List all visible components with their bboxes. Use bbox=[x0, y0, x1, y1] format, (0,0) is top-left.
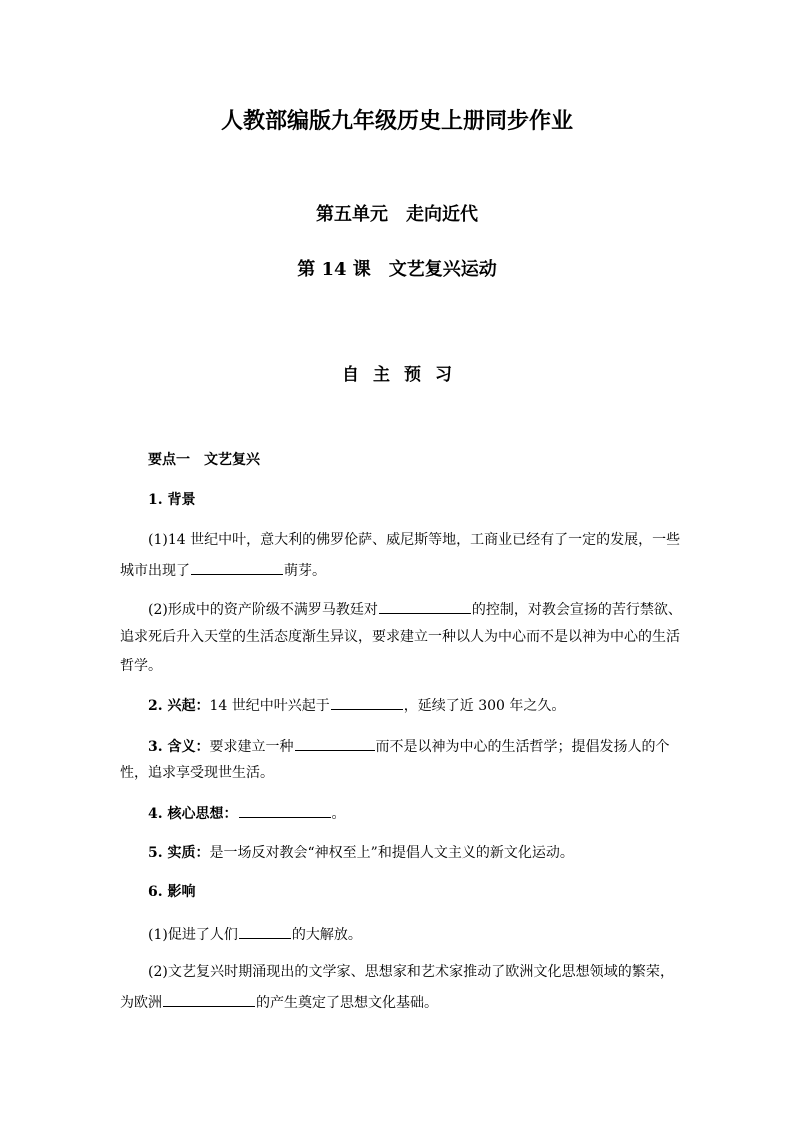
item-2 bbox=[148, 694, 565, 716]
answer-blank[interactable] bbox=[295, 735, 375, 751]
item-4 bbox=[148, 802, 346, 824]
paragraph-text: (2)形成中的资产阶级不满罗马教廷对 bbox=[148, 602, 378, 618]
item-6-label: 6. 影响 bbox=[148, 884, 196, 900]
paragraph-text: 而不是以神为中心的生活哲学；提倡发扬人的个 bbox=[375, 739, 670, 755]
item-3-label: 3. 含义： bbox=[148, 739, 210, 755]
paragraph-text: 的控制，对教会宣扬的苦行禁欲、 bbox=[471, 602, 682, 618]
unit-title: 第五单元 走向近代 bbox=[316, 204, 478, 225]
item-3-line-2: 性，追求享受现世生活。 bbox=[120, 765, 274, 781]
item-5 bbox=[148, 843, 574, 863]
item-1-paragraph-2-line-1 bbox=[148, 598, 682, 620]
answer-blank[interactable] bbox=[163, 991, 255, 1007]
answer-blank[interactable] bbox=[191, 559, 283, 575]
answer-blank[interactable] bbox=[239, 923, 291, 939]
item-1-paragraph-1-line-2 bbox=[120, 559, 326, 581]
item-1-paragraph-2-line-3: 哲学。 bbox=[120, 658, 162, 674]
item-1-paragraph-1-line-1: (1)14 世纪中叶，意大利的佛罗伦萨、威尼斯等地，工商业已经有了一定的发展，一些 bbox=[148, 532, 681, 548]
item-4-label: 4. 核心思想： bbox=[148, 806, 238, 822]
paragraph-text: 。 bbox=[331, 806, 346, 822]
paragraph-text: 要求建立一种 bbox=[209, 739, 294, 755]
answer-blank[interactable] bbox=[331, 694, 403, 710]
paragraph-text: 为欧洲 bbox=[120, 995, 162, 1011]
paragraph-text: ，延续了近 300 年之久。 bbox=[403, 698, 566, 714]
item-6-paragraph-2-line-1: (2)文艺复兴时期涌现出的文学家、思想家和艺术家推动了欧洲文化思想领域的繁荣， bbox=[148, 964, 674, 980]
paragraph-text: 是一场反对教会“神权至上”和提倡人文主义的新文化运动。 bbox=[209, 845, 574, 861]
paragraph-text: 萌芽。 bbox=[284, 563, 326, 579]
section-title: 自主预习 bbox=[342, 365, 466, 385]
item-6-paragraph-2-line-2 bbox=[120, 991, 438, 1013]
item-2-label: 2. 兴起： bbox=[148, 698, 210, 714]
paragraph-text: 城市出现了 bbox=[120, 563, 190, 579]
item-1-label: 1. 背景 bbox=[148, 492, 196, 508]
item-5-label: 5. 实质： bbox=[148, 845, 210, 861]
document-title: 人教部编版九年级历史上册同步作业 bbox=[220, 108, 573, 134]
paragraph-text: 的大解放。 bbox=[291, 927, 362, 943]
item-6-paragraph-1 bbox=[148, 923, 362, 945]
lesson-title: 第 14 课 文艺复兴运动 bbox=[297, 259, 497, 280]
answer-blank[interactable] bbox=[379, 598, 471, 614]
answer-blank[interactable] bbox=[239, 802, 331, 818]
paragraph-text: 14 世纪中叶兴起于 bbox=[209, 698, 330, 714]
paragraph-text: (1)促进了人们 bbox=[148, 927, 238, 943]
item-1-paragraph-2-line-2: 追求死后升入天堂的生活态度渐生异议，要求建立一种以人为中心而不是以神为中心的生活 bbox=[120, 629, 680, 645]
item-3-line-1 bbox=[148, 735, 670, 757]
point-1-heading: 要点一 文艺复兴 bbox=[148, 452, 260, 468]
paragraph-text: 的产生奠定了思想文化基础。 bbox=[256, 995, 438, 1011]
